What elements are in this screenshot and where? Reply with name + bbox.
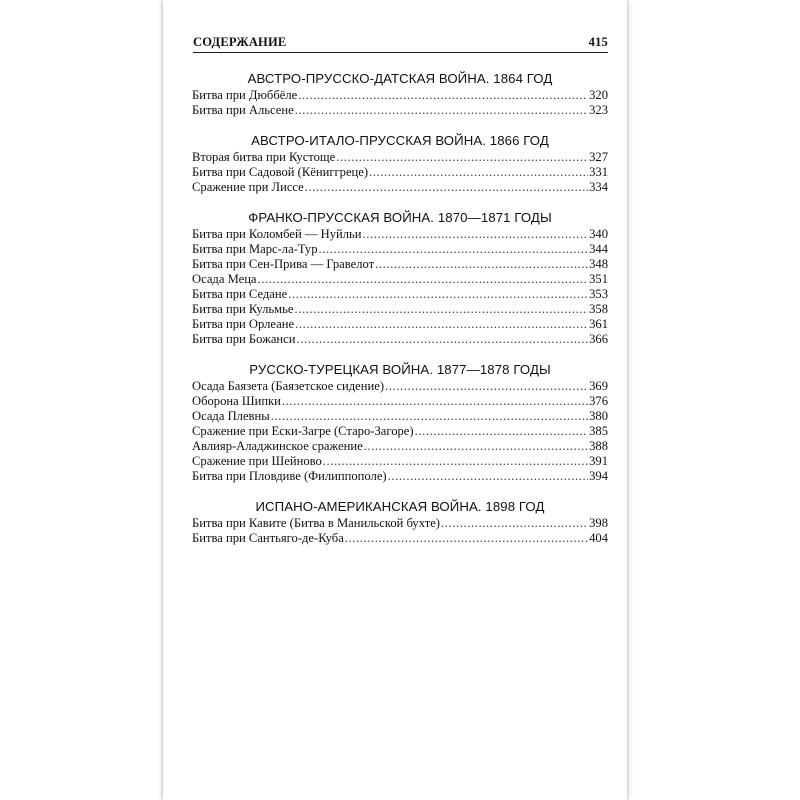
entry-title: Сражение при Лиссе	[192, 180, 304, 194]
entry-page: 327	[589, 150, 608, 164]
entry-title: Битва при Седане	[192, 287, 288, 301]
entry-title: Битва при Дюббёле	[192, 88, 298, 102]
header-title: СОДЕРЖАНИЕ	[193, 35, 287, 49]
entry-title: Битва при Кульмье	[192, 302, 294, 316]
book-page	[163, 0, 627, 800]
dot-leader	[295, 317, 588, 332]
toc-entry	[192, 317, 608, 332]
dot-leader	[288, 287, 588, 302]
dot-leader	[364, 439, 588, 454]
toc-section	[192, 132, 608, 195]
entry-page: 348	[589, 257, 608, 271]
entry-page: 334	[589, 180, 608, 194]
entry-title: Вторая битва при Кустоще	[192, 150, 336, 164]
toc-entry	[192, 257, 608, 272]
entry-page: 391	[589, 454, 608, 468]
entry-page: 388	[589, 439, 608, 453]
entry-title: Битва при Садовой (Кёниггреце)	[192, 165, 369, 179]
dot-leader	[336, 150, 588, 165]
section-title: АВСТРО-ИТАЛО-ПРУССКАЯ ВОЙНА. 1866 ГОД	[251, 133, 549, 148]
dot-leader	[282, 394, 588, 409]
entry-title: Битва при Альсене	[192, 103, 294, 117]
dot-leader	[319, 242, 589, 257]
entry-page: 380	[589, 409, 608, 423]
toc-entry	[192, 242, 608, 257]
entry-page: 404	[589, 531, 608, 545]
section-title: РУССКО-ТУРЕЦКАЯ ВОЙНА. 1877—1878 ГОДЫ	[249, 362, 551, 377]
dot-leader	[295, 103, 588, 118]
entry-title: Битва при Сантьяго-де-Куба	[192, 531, 344, 545]
entry-page: 320	[589, 88, 608, 102]
toc-entry	[192, 103, 608, 118]
table-of-contents	[192, 70, 608, 560]
entry-page: 323	[589, 103, 608, 117]
entry-title: Битва при Божанси	[192, 332, 296, 346]
entry-title: Битва при Марс-ла-Тур	[192, 242, 318, 256]
dot-leader	[375, 257, 588, 272]
entry-page: 358	[589, 302, 608, 316]
entry-page: 331	[589, 165, 608, 179]
entry-page: 353	[589, 287, 608, 301]
entry-title: Битва при Сен-Прива — Гравелот	[192, 257, 375, 271]
toc-section	[192, 498, 608, 546]
entry-page: 351	[589, 272, 608, 286]
entry-title: Битва при Кавите (Битва в Манильской бухте)	[192, 516, 440, 530]
dot-leader	[369, 165, 588, 180]
dot-leader	[271, 409, 588, 424]
entry-page: 361	[589, 317, 608, 331]
entry-title: Осада Плевны	[192, 409, 270, 423]
toc-entry	[192, 165, 608, 180]
entry-title: Осада Баязета (Баязетское сидение)	[192, 379, 385, 393]
dot-leader	[363, 227, 589, 242]
dot-leader	[298, 88, 588, 103]
toc-entry	[192, 531, 608, 546]
entry-title: Сражение при Шейново	[192, 454, 322, 468]
toc-entry	[192, 150, 608, 165]
toc-section	[192, 361, 608, 484]
toc-entry	[192, 454, 608, 469]
running-header	[193, 34, 608, 53]
entry-title: Авлияр-Аладжинское сражение	[192, 439, 363, 453]
dot-leader	[415, 424, 589, 439]
toc-entry	[192, 409, 608, 424]
entry-title: Битва при Коломбей — Нуйльи	[192, 227, 362, 241]
entry-page: 376	[589, 394, 608, 408]
toc-entry	[192, 227, 608, 242]
entry-title: Сражение при Ески-Загре (Старо-Загоре)	[192, 424, 414, 438]
entry-page: 398	[589, 516, 608, 530]
header-page-number: 415	[588, 35, 608, 49]
entry-page: 344	[589, 242, 608, 256]
toc-entry	[192, 516, 608, 531]
dot-leader	[305, 180, 588, 195]
entry-title: Оборона Шипки	[192, 394, 281, 408]
dot-leader	[441, 516, 588, 531]
toc-section	[192, 209, 608, 347]
entry-page: 340	[589, 227, 608, 241]
dot-leader	[323, 454, 588, 469]
entry-page: 385	[589, 424, 608, 438]
entry-page: 369	[589, 379, 608, 393]
toc-entry	[192, 302, 608, 317]
toc-entry	[192, 287, 608, 302]
toc-entry	[192, 424, 608, 439]
entry-title: Битва при Орлеане	[192, 317, 295, 331]
section-title: ИСПАНО-АМЕРИКАНСКАЯ ВОЙНА. 1898 ГОД	[255, 499, 545, 514]
section-title: ФРАНКО-ПРУССКАЯ ВОЙНА. 1870—1871 ГОДЫ	[248, 210, 552, 225]
dot-leader	[294, 302, 588, 317]
toc-entry	[192, 332, 608, 347]
toc-entry	[192, 439, 608, 454]
entry-page: 394	[589, 469, 608, 483]
entry-page: 366	[589, 332, 608, 346]
dot-leader	[385, 379, 588, 394]
section-title: АВСТРО-ПРУССКО-ДАТСКАЯ ВОЙНА. 1864 ГОД	[247, 71, 553, 86]
dot-leader	[345, 531, 588, 546]
dot-leader	[297, 332, 589, 347]
toc-entry	[192, 88, 608, 103]
toc-entry	[192, 272, 608, 287]
toc-entry	[192, 394, 608, 409]
toc-section	[192, 70, 608, 118]
toc-entry	[192, 379, 608, 394]
dot-leader	[388, 469, 589, 484]
toc-entry	[192, 469, 608, 484]
entry-title: Битва при Пловдиве (Филиппополе)	[192, 469, 387, 483]
toc-entry	[192, 180, 608, 195]
entry-title: Осада Меца	[192, 272, 257, 286]
dot-leader	[258, 272, 589, 287]
